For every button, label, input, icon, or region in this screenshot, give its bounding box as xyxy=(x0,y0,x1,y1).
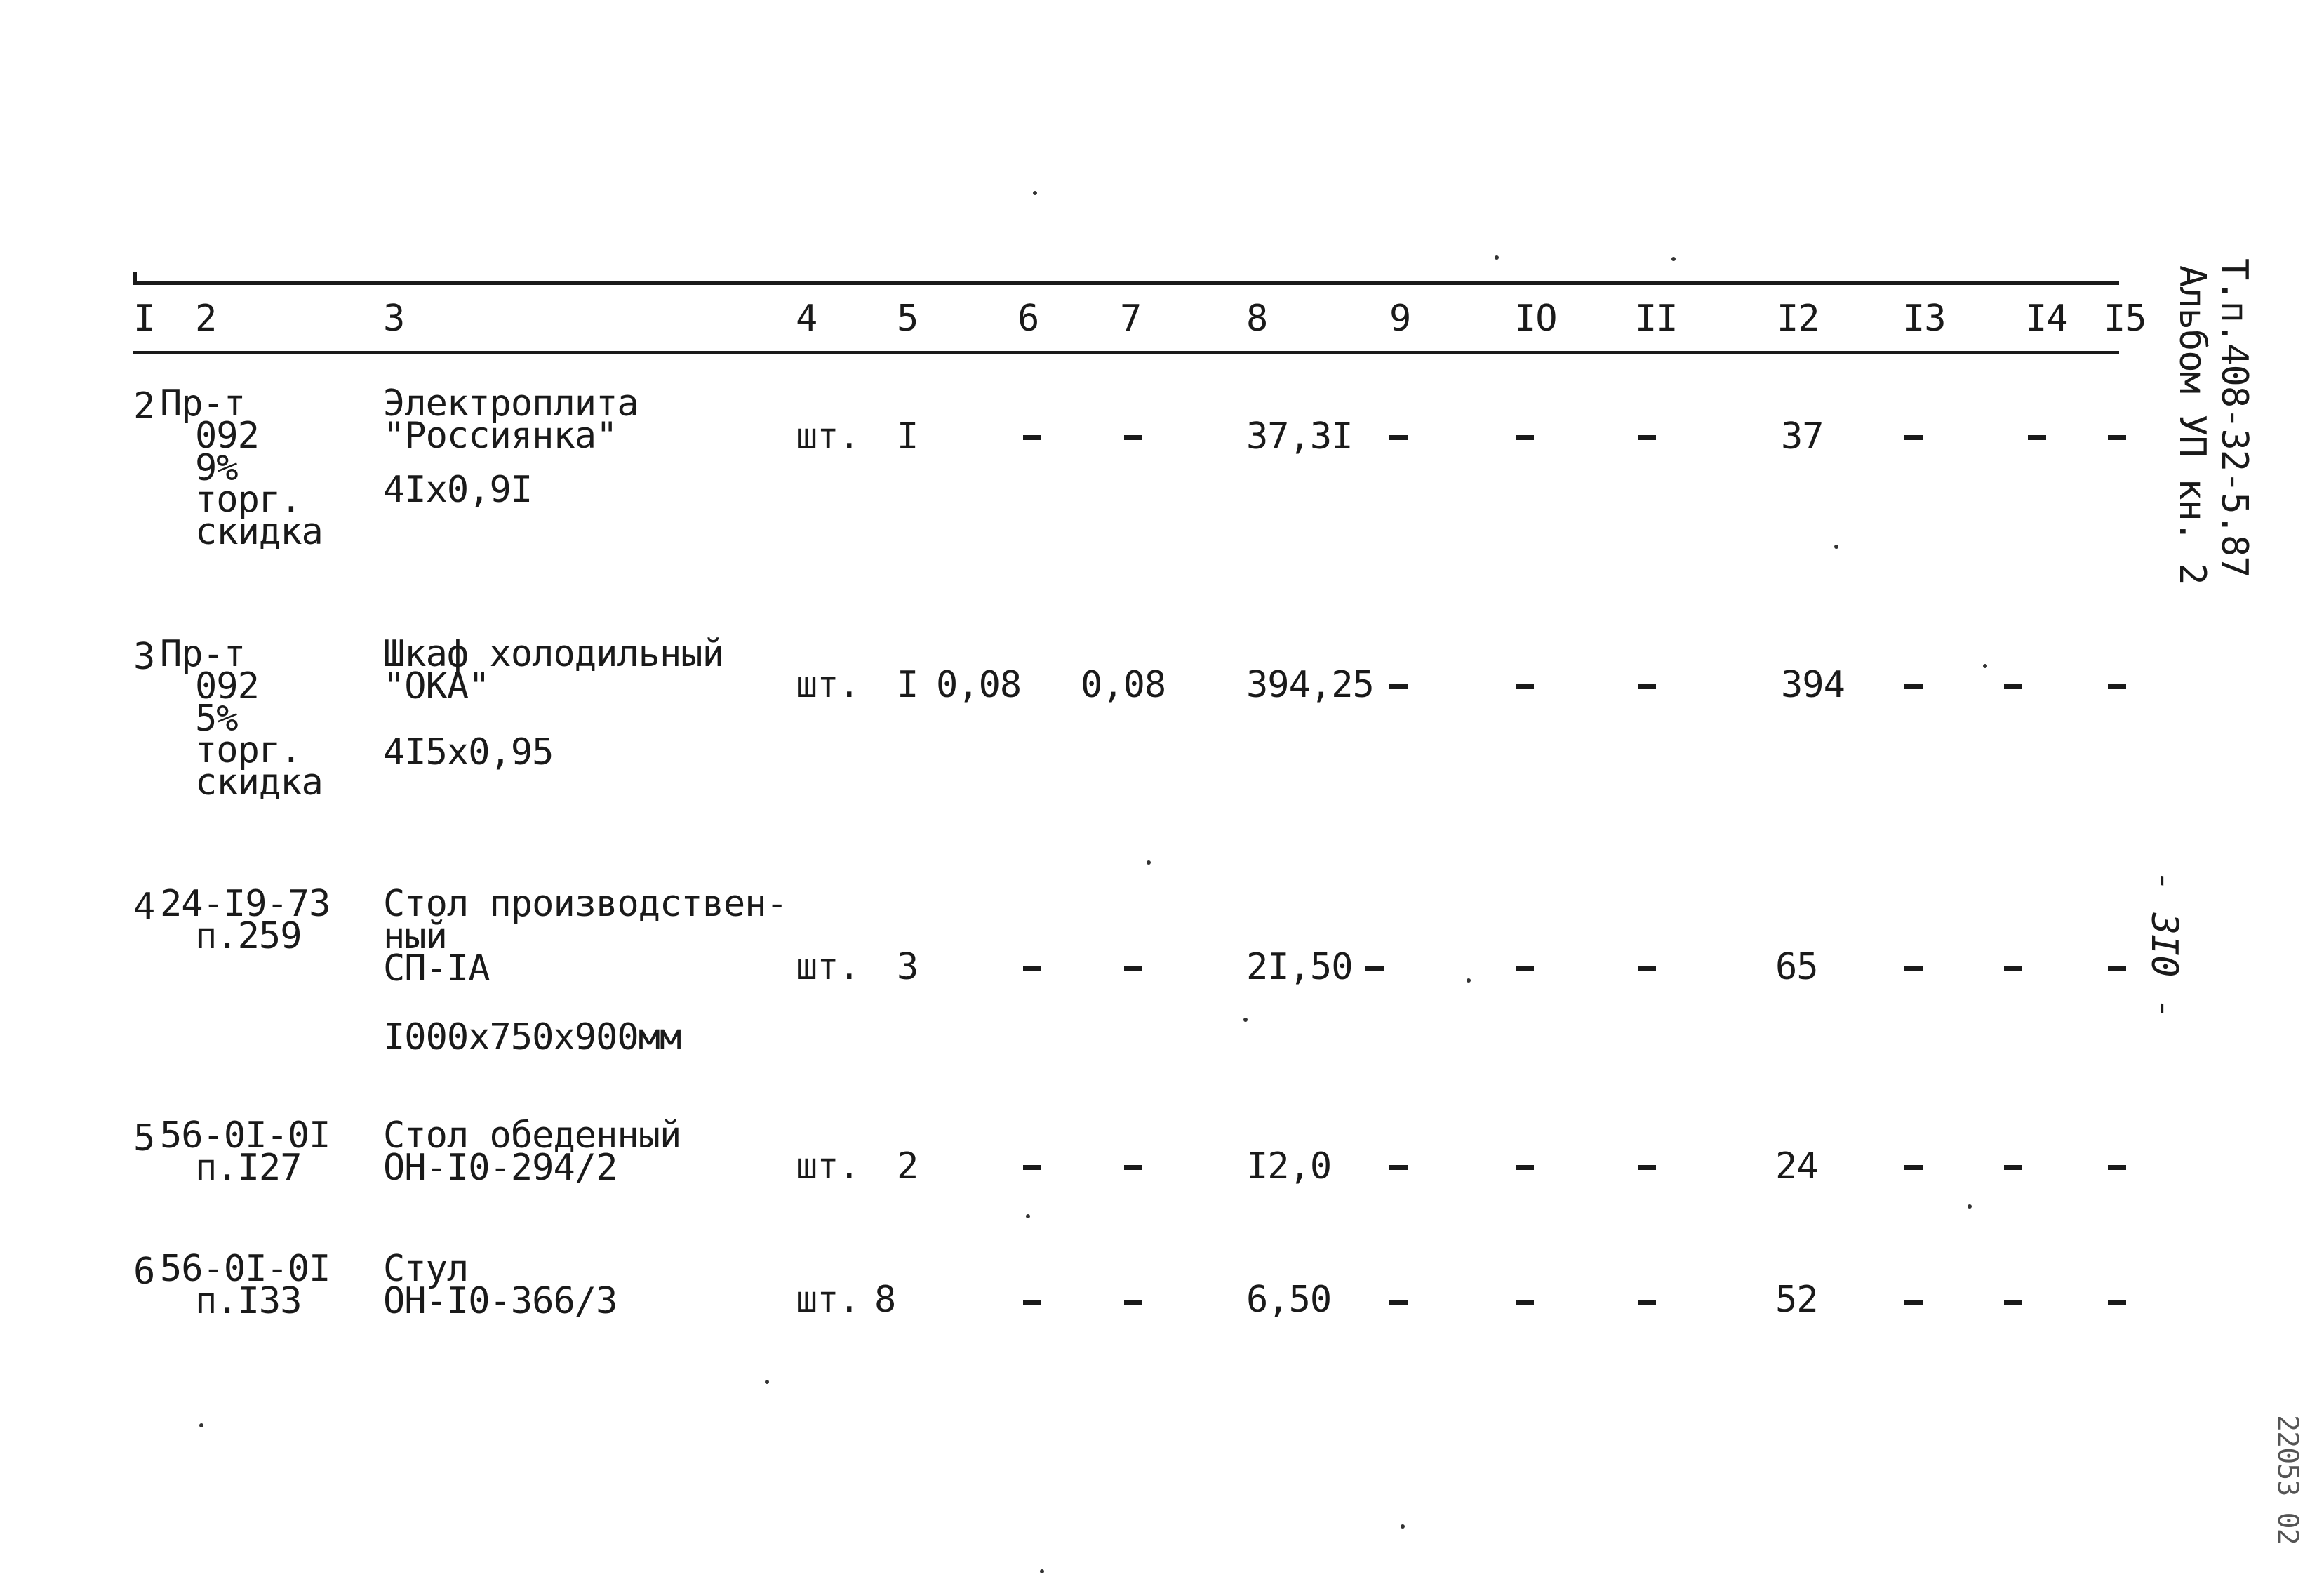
dash-col-11 xyxy=(1638,1165,1656,1170)
column-header: 9 xyxy=(1389,298,1411,340)
row-reference xyxy=(160,883,330,957)
dash-col-6 xyxy=(1023,1165,1041,1170)
item-name-line: ный xyxy=(383,914,447,957)
scan-speck xyxy=(1834,545,1838,549)
item-name-line: Стол производствен- xyxy=(383,883,787,925)
dash-col-10 xyxy=(1516,966,1534,971)
unit-price: 2I,50 xyxy=(1246,946,1353,988)
scan-speck xyxy=(1243,1018,1248,1022)
dash-col-10 xyxy=(1516,1300,1534,1305)
column-header: I xyxy=(133,298,155,340)
item-name xyxy=(383,633,723,707)
unit-price: 37,3I xyxy=(1246,415,1353,458)
row-reference-line: скидка xyxy=(195,761,323,804)
row-reference xyxy=(160,1248,330,1322)
scan-speck xyxy=(1033,191,1037,195)
dash-col-15 xyxy=(2108,684,2126,689)
scan-speck xyxy=(1147,860,1151,865)
item-name xyxy=(383,883,787,990)
row-reference-line: п.I33 xyxy=(195,1279,302,1322)
dash-col-15 xyxy=(2108,966,2126,971)
dash-col-10 xyxy=(1516,435,1534,440)
dash-col-9 xyxy=(1389,1300,1408,1305)
dash-col-7 xyxy=(1124,435,1142,440)
unit-price: I2,0 xyxy=(1246,1145,1332,1187)
scan-speck xyxy=(1495,255,1499,260)
row-reference-line: 24-I9-73 xyxy=(160,883,330,925)
row-reference-line: 092 xyxy=(195,665,259,707)
scan-speck xyxy=(199,1423,203,1427)
dash-col-11 xyxy=(1638,684,1656,689)
scan-speck xyxy=(1467,978,1471,983)
value-col-7: 0,08 xyxy=(1081,664,1166,706)
scan-speck xyxy=(1983,664,1987,668)
dash-col-6 xyxy=(1023,1300,1041,1305)
dash-col-9 xyxy=(1389,684,1408,689)
dash-col-10 xyxy=(1516,1165,1534,1170)
column-header: I2 xyxy=(1777,298,1819,340)
column-header: IO xyxy=(1514,298,1557,340)
quantity: 2 xyxy=(897,1145,919,1187)
unit: шт. xyxy=(796,664,860,706)
dash-col-13 xyxy=(1904,966,1923,971)
column-header: 8 xyxy=(1246,298,1268,340)
item-spec: I000х750х900мм xyxy=(383,1016,681,1058)
item-name-line: "Россиянка" xyxy=(383,414,617,457)
total: 52 xyxy=(1775,1279,1818,1321)
row-reference-line: торг. xyxy=(195,729,302,772)
column-header: 3 xyxy=(383,298,405,340)
row-reference-line: Пр-т xyxy=(160,382,246,425)
dash-col-7 xyxy=(1124,1300,1142,1305)
dash-col-15 xyxy=(2108,435,2126,440)
item-name-line: ОН-I0-366/3 xyxy=(383,1279,617,1322)
dash-col-14 xyxy=(2004,966,2022,971)
unit-price: 394,25 xyxy=(1246,664,1374,706)
scan-speck xyxy=(765,1380,769,1384)
table-top-rule-tick xyxy=(133,272,137,285)
row-reference-line: 56-0I-0I xyxy=(160,1248,330,1290)
scan-speck xyxy=(1401,1524,1405,1529)
unit: шт. xyxy=(796,946,860,988)
column-header: I3 xyxy=(1903,298,1946,340)
page-number: - 3I0 - xyxy=(2143,870,2185,1020)
dash-col-14 xyxy=(2004,1165,2022,1170)
dash-col-7 xyxy=(1124,1165,1142,1170)
header-bottom-rule xyxy=(133,351,2119,354)
column-header: 7 xyxy=(1120,298,1142,340)
row-number: 2 xyxy=(133,385,155,427)
item-name-line: Шкаф холодильный xyxy=(383,633,723,675)
unit: шт. xyxy=(796,1145,860,1187)
table-top-rule xyxy=(133,281,2119,285)
dash-col-14 xyxy=(2004,684,2022,689)
scan-speck xyxy=(1671,257,1676,261)
unit: шт. xyxy=(796,415,860,458)
item-spec: 4Iх0,9I xyxy=(383,469,533,511)
row-reference xyxy=(160,1114,330,1189)
row-reference xyxy=(160,382,323,553)
dash-col-11 xyxy=(1638,966,1656,971)
dash-col-7 xyxy=(1124,966,1142,971)
row-reference-line: 5% xyxy=(195,697,238,740)
unit-price: 6,50 xyxy=(1246,1279,1332,1321)
dash-col-11 xyxy=(1638,1300,1656,1305)
quantity: 8 xyxy=(874,1279,896,1321)
album-label: Альбом УП кн. 2 xyxy=(2171,265,2213,585)
quantity: 3 xyxy=(897,946,919,988)
total: 65 xyxy=(1775,946,1818,988)
total: 394 xyxy=(1781,664,1845,706)
row-reference-line: 56-0I-0I xyxy=(160,1114,330,1157)
row-number: 6 xyxy=(133,1251,155,1293)
column-header: I5 xyxy=(2104,298,2146,340)
dash-col-15 xyxy=(2108,1165,2126,1170)
dash-col-15 xyxy=(2108,1300,2126,1305)
dash-col-6 xyxy=(1023,966,1041,971)
quantity: I xyxy=(897,664,919,706)
column-header: 6 xyxy=(1017,298,1039,340)
column-header: 2 xyxy=(195,298,217,340)
item-name-line: СП-IА xyxy=(383,947,490,990)
row-reference xyxy=(160,633,323,804)
item-name xyxy=(383,382,639,457)
item-name-line: Электроплита xyxy=(383,382,639,425)
dash-col-9 xyxy=(1389,1165,1408,1170)
dash-col-13 xyxy=(1904,1165,1923,1170)
row-number: 3 xyxy=(133,636,155,678)
quantity: I xyxy=(897,415,919,458)
dash-col-14 xyxy=(2004,1300,2022,1305)
row-number: 4 xyxy=(133,886,155,928)
dash-col-11 xyxy=(1638,435,1656,440)
item-name-line: Стул xyxy=(383,1248,469,1290)
row-reference-line: 092 xyxy=(195,414,259,457)
dash-col-10 xyxy=(1516,684,1534,689)
scan-speck xyxy=(1968,1204,1972,1209)
row-reference-line: Пр-т xyxy=(160,633,246,675)
dash-col-13 xyxy=(1904,1300,1923,1305)
project-code-label: Т.п.408-32-5.87 xyxy=(2213,258,2255,578)
item-name-line: "ОКА" xyxy=(383,665,490,707)
row-reference-line: п.259 xyxy=(195,914,302,957)
item-name-line: ОН-I0-294/2 xyxy=(383,1146,617,1189)
unit: шт. xyxy=(796,1279,860,1321)
column-header: 5 xyxy=(897,298,919,340)
column-header: 4 xyxy=(796,298,817,340)
total: 37 xyxy=(1781,415,1824,458)
dash-col-14 xyxy=(2028,435,2046,440)
row-number: 5 xyxy=(133,1117,155,1159)
document-code: 22053 02 xyxy=(2271,1415,2304,1545)
item-name xyxy=(383,1114,681,1189)
row-reference-line: торг. xyxy=(195,479,302,521)
dash-col-13 xyxy=(1904,435,1923,440)
dash-col-13 xyxy=(1904,684,1923,689)
column-header: II xyxy=(1635,298,1678,340)
scan-speck xyxy=(1026,1214,1030,1218)
item-spec: 4I5х0,95 xyxy=(383,731,554,773)
item-name xyxy=(383,1248,617,1322)
dash-col-6 xyxy=(1023,435,1041,440)
row-reference-line: п.I27 xyxy=(195,1146,302,1189)
row-reference-line: 9% xyxy=(195,446,238,489)
value-col-6: 0,08 xyxy=(936,664,1022,706)
column-header: I4 xyxy=(2025,298,2068,340)
total: 24 xyxy=(1775,1145,1818,1187)
scan-speck xyxy=(1040,1569,1044,1573)
dash-col-9 xyxy=(1365,966,1384,971)
item-name-line: Стол обеденный xyxy=(383,1114,681,1157)
row-reference-line: скидка xyxy=(195,511,323,553)
dash-col-9 xyxy=(1389,435,1408,440)
